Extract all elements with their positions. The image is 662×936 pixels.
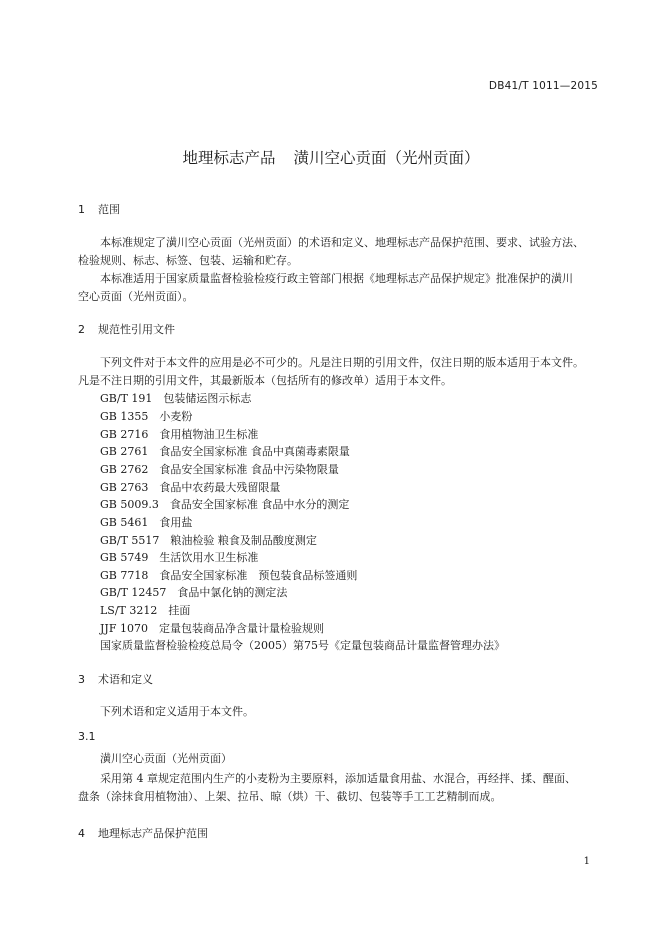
reference-item: GB 2763 食品中农药最大残留限量 <box>100 481 281 494</box>
reference-item: 国家质量监督检验检疫总局令（2005）第75号《定量包装商品计量监督管理办法》 <box>100 639 505 652</box>
section-title: 规范性引用文件 <box>98 323 175 336</box>
standard-code: DB41/T 1011—2015 <box>488 80 598 92</box>
terms-intro: 下列术语和定义适用于本文件。 <box>100 705 254 718</box>
term-definition-line-2: 盘条（涂抹食用植物油）、上架、拉吊、晾（烘）干、截切、包装等手工工艺精制而成。 <box>78 790 502 803</box>
section-heading-1 <box>78 201 120 217</box>
section-heading-2 <box>78 321 175 337</box>
reference-item: JJF 1070 定量包装商品净含量计量检验规则 <box>100 622 324 635</box>
reference-item: GB 5009.3 食品安全国家标准 食品中水分的测定 <box>100 498 350 511</box>
reference-item: GB 5461 食用盐 <box>100 516 193 529</box>
scope-paragraph-2-line-2: 空心贡面（光州贡面）。 <box>78 290 194 303</box>
reference-item: LS/T 3212 挂面 <box>100 604 191 617</box>
section-title: 术语和定义 <box>98 673 153 686</box>
reference-item: GB 5749 生活饮用水卫生标准 <box>100 551 259 564</box>
document-title <box>0 146 662 168</box>
reference-item: GB/T 5517 粮油检验 粮食及制品酸度测定 <box>100 534 317 547</box>
normative-intro-line-2: 凡是不注日期的引用文件，其最新版本（包括所有的修改单）适用于本文件。 <box>78 374 452 387</box>
normative-intro-line-1: 下列文件对于本文件的应用是必不可少的。凡是注日期的引用文件，仅注日期的版本适用于本文件。 <box>100 356 584 369</box>
section-number: 4 <box>78 827 85 840</box>
reference-item: GB/T 191 包装储运图示标志 <box>100 392 252 405</box>
scope-paragraph-2-line-1: 本标准适用于国家质量监督检验检疫行政主管部门根据《地理标志产品保护规定》批准保护的潢川 <box>100 272 573 285</box>
term-definition-line-1: 采用第 4 章规定范围内生产的小麦粉为主要原料，添加适量食用盐、水混合，再经拌、揉、醒面、 <box>100 772 576 785</box>
reference-item: GB 2761 食品安全国家标准 食品中真菌毒素限量 <box>100 445 350 458</box>
title-part-2: 潢川空心贡面（光州贡面） <box>293 149 480 167</box>
scope-paragraph-1-line-1: 本标准规定了潢川空心贡面（光州贡面）的术语和定义、地理标志产品保护范围、要求、试验方法、 <box>100 236 584 249</box>
reference-item: GB 2716 食用植物油卫生标准 <box>100 428 259 441</box>
reference-item: GB 2762 食品安全国家标准 食品中污染物限量 <box>100 463 339 476</box>
section-title: 地理标志产品保护范围 <box>98 827 208 840</box>
section-title: 范围 <box>98 203 120 216</box>
section-number: 2 <box>78 323 85 336</box>
title-part-1: 地理标志产品 <box>182 149 276 167</box>
scope-paragraph-1-line-2: 检验规则、标志、标签、包装、运输和贮存。 <box>78 254 298 267</box>
page-number: 1 <box>583 856 590 867</box>
reference-item: GB/T 12457 食品中氯化钠的测定法 <box>100 586 288 599</box>
section-number: 3 <box>78 673 85 686</box>
subsection-number: 3.1 <box>78 730 96 743</box>
reference-item: GB 7718 食品安全国家标准 预包装食品标签通则 <box>100 569 358 582</box>
section-number: 1 <box>78 203 85 216</box>
section-heading-3 <box>78 671 153 687</box>
reference-item: GB 1355 小麦粉 <box>100 410 193 423</box>
term-name: 潢川空心贡面（光州贡面） <box>100 752 232 765</box>
section-heading-4 <box>78 825 208 841</box>
